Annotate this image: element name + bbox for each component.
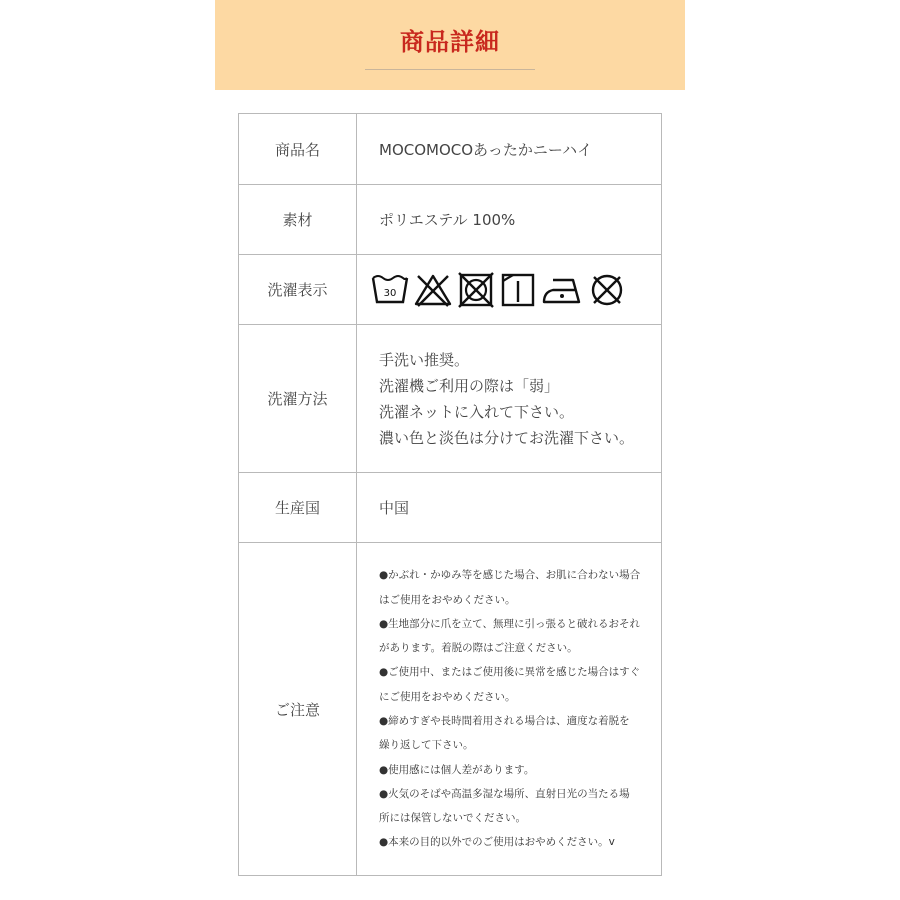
wash-method-label: 洗濯方法: [239, 325, 357, 473]
product-details-table: [238, 113, 662, 876]
notes-line: ●使用感には個人差があります。: [379, 763, 535, 776]
product-name-label: 商品名: [239, 114, 357, 185]
drip-dry-icon: [499, 272, 537, 308]
table-row-wash-method: [239, 325, 662, 473]
notes-line: ●火気のそばや高温多湿な場所、直射日光の当たる場: [379, 787, 630, 800]
title-underline: [365, 69, 535, 70]
wash-method-line: 洗濯機ご利用の際は「弱」: [379, 376, 560, 395]
wash-method-line: 洗濯ネットに入れて下さい。: [379, 402, 575, 421]
origin-value: 中国: [357, 473, 662, 543]
wash-method-text: [379, 347, 661, 451]
notes-line: があります。着脱の際はご注意ください。: [379, 642, 578, 655]
section-title: 商品詳細: [400, 28, 500, 56]
material-value: ポリエステル 100%: [357, 185, 662, 255]
notes-label: ご注意: [239, 543, 357, 876]
wash-symbols-cell: [357, 255, 662, 325]
origin-label: 生産国: [239, 473, 357, 543]
table-row-product-name: [239, 114, 662, 185]
table-row-notes: [239, 543, 662, 876]
wash-method-line: 濃い色と淡色は分けてお洗濯下さい。: [379, 428, 635, 447]
notes-line: 繰り返して下さい。: [379, 739, 474, 752]
hand-wash-30-icon: [371, 272, 409, 308]
no-dry-clean-icon: [587, 272, 627, 308]
notes-line: ●締めすぎや長時間着用される場合は、適度な着脱を: [379, 715, 630, 727]
wash-method-line: 手洗い推奨。: [379, 350, 470, 369]
notes-line: はご使用をおやめください。: [379, 593, 516, 606]
notes-line: にご使用をおやめください。: [379, 690, 516, 703]
wash-symbols-list: [371, 272, 661, 308]
table-row-material: [239, 185, 662, 255]
table-row-origin: [239, 473, 662, 543]
low-iron-icon: [541, 272, 583, 308]
notes-line: ●生地部分に爪を立て、無理に引っ張ると破れるおそれ: [379, 617, 640, 630]
wash-symbols-label: 洗濯表示: [239, 255, 357, 325]
no-tumble-dry-icon: [457, 272, 495, 308]
table-row-wash-symbols: [239, 255, 662, 325]
notes-text: [379, 563, 661, 855]
notes-line: ●かぶれ・かゆみ等を感じた場合、お肌に合わない場合: [379, 569, 641, 582]
notes-line: 所には保管しないでください。: [379, 812, 526, 825]
notes-line: ●本来の目的以外でのご使用はおやめください。v: [379, 836, 615, 849]
notes-line: ●ご使用中、またはご使用後に異常を感じた場合はすぐ: [379, 666, 641, 679]
no-bleach-icon: [413, 272, 453, 308]
wash-temp-text: 30: [383, 287, 397, 299]
material-label: 素材: [239, 185, 357, 255]
product-name-value: MOCOMOCOあったかニーハイ: [357, 114, 662, 185]
wash-method-cell: [357, 325, 662, 473]
section-header: [215, 0, 685, 90]
notes-cell: [357, 543, 662, 876]
